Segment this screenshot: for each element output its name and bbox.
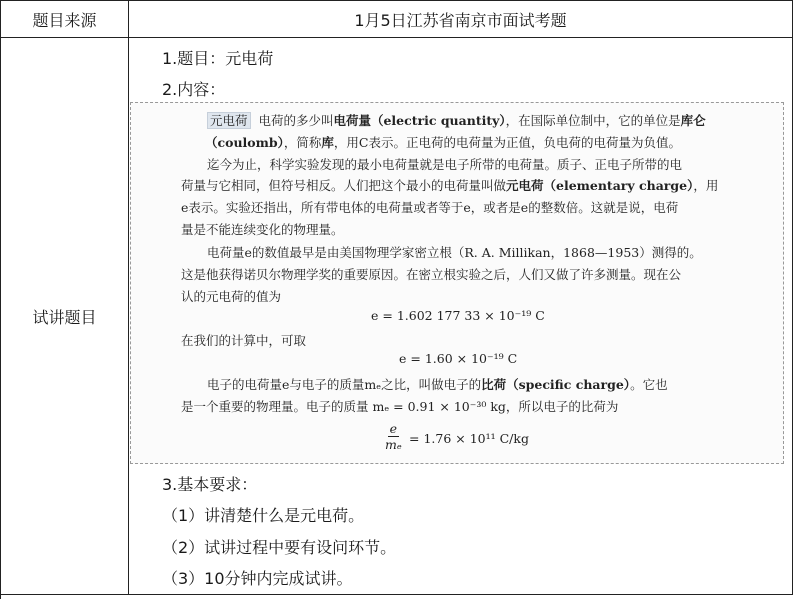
formula-elementary-charge-approx: e = 1.60 × 10⁻¹⁹ C (399, 351, 518, 366)
source-value: 1月5日江苏省南京市面试考题 (354, 10, 567, 30)
source-label-cell (1, 1, 129, 38)
table-bottom-border (1, 594, 793, 595)
excerpt-line-11: 电子的电荷量e与电子的质量mₑ之比，叫做电子的比荷（specific charge）。它也 (207, 377, 668, 392)
excerpt-line-3: 迄今为止，科学实验发现的最小电荷量就是电子所带的电荷量。质子、正电子所带的电 (207, 157, 683, 172)
excerpt-line-8: 这是他获得诺贝尔物理学奖的重要原因。在密立根实验之后，人们又做了许多测量。现在公 (181, 267, 682, 282)
requirements-title: 3.基本要求： (162, 475, 258, 494)
textbook-excerpt (130, 102, 784, 464)
formula-specific-charge-value: = 1.76 × 10¹¹ C/kg (409, 431, 529, 446)
topic-line: 1.题目：元电荷 (162, 49, 274, 68)
requirement-item-2: （2）试讲过程中要有设问环节。 (162, 538, 397, 557)
formula-specific-charge-fraction (383, 421, 404, 452)
excerpt-line-2: （coulomb），简称库，用C表示。正电荷的电荷量为正值，负电荷的电荷量为负值。 (205, 135, 681, 150)
formula-elementary-charge-precise: e = 1.602 177 33 × 10⁻¹⁹ C (371, 308, 545, 323)
excerpt-line-6: 量是不能连续变化的物理量。 (181, 222, 344, 237)
requirement-item-3: （3）10分钟内完成试讲。 (162, 569, 353, 588)
requirement-item-1: （1）讲清楚什么是元电荷。 (162, 506, 365, 525)
excerpt-line-12: 是一个重要的物理量。电子的质量 mₑ = 0.91 × 10⁻³⁰ kg，所以电子的比荷为 (181, 399, 619, 414)
excerpt-line-5: e表示。实验还指出，所有带电体的电荷量或者等于e，或者是e的整数倍。这就是说，电荷 (181, 200, 679, 215)
term-highlight: 元电荷 (207, 112, 251, 129)
excerpt-line-1: 元电荷 电荷的多少叫电荷量（electric quantity），在国际单位制中，它的单位是库仑 (207, 111, 706, 129)
excerpt-line-7: 电荷量e的数值最早是由美国物理学家密立根（R. A. Millikan，1868—1953）测得的。 (207, 245, 702, 260)
source-label: 题目来源 (32, 10, 97, 30)
fraction-denominator: mₑ (385, 437, 402, 452)
row-label: 试讲题目 (32, 307, 97, 327)
row-label-cell (1, 38, 129, 594)
fraction-numerator: e (389, 421, 398, 436)
source-value-cell (129, 1, 793, 38)
excerpt-line-10: 在我们的计算中，可取 (181, 333, 307, 348)
excerpt-line-9: 认的元电荷的值为 (181, 289, 282, 304)
excerpt-line-4: 荷量与它相同，但符号相反。人们把这个最小的电荷量叫做元电荷（elementary charge），用 (181, 178, 719, 193)
content-line: 2.内容： (162, 80, 226, 99)
